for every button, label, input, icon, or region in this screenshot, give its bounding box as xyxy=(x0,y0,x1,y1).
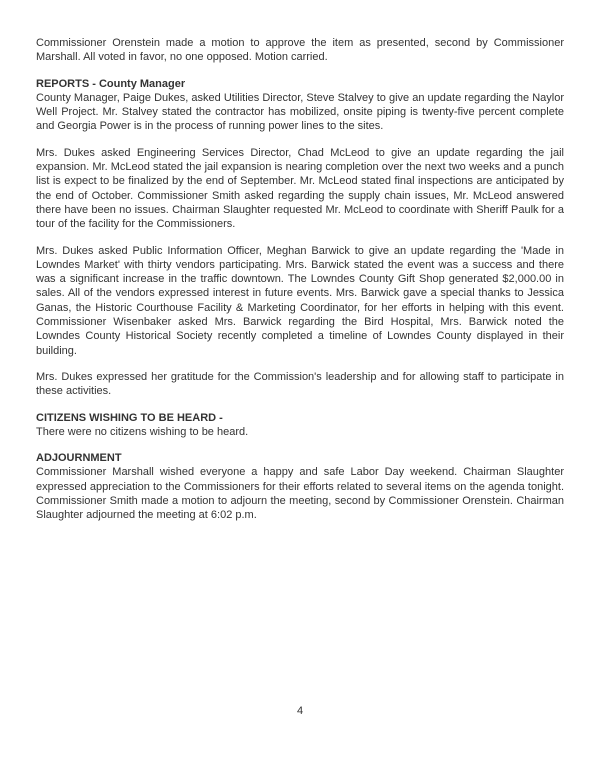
document-section xyxy=(36,77,564,399)
page-footer xyxy=(0,704,600,718)
section-heading: ADJOURNMENT xyxy=(36,452,122,465)
paragraph: Mrs. Dukes expressed her gratitude for the Commission's leadership and for allowing staff to participate in these activities. xyxy=(36,370,564,398)
paragraph: County Manager, Paige Dukes, asked Utilities Director, Steve Stalvey to give an update regarding the Naylor Well Project. Mr. Stalvey stated the contractor has mobilized, onsite piping is twenty-five percent complete and Georgia Power is in the process of running power lines to the sites. xyxy=(36,91,564,133)
paragraph: Mrs. Dukes asked Engineering Services Director, Chad McLeod to give an update regarding the jail expansion. Mr. McLeod stated the jail expansion is nearing completion over the next two weeks and a punch list is expect to be finalized by the end of September. Mr. McLeod stated final inspections are anticipated by the end of October. Commissioner Smith asked regarding the supply chain issues, Mr. McLeod answered there have been no issues. Chairman Slaughter requested Mr. McLeod to coordinate with Sheriff Paulk for a tour of the facility for the Commissioners. xyxy=(36,146,564,231)
paragraph: Commissioner Orenstein made a motion to approve the item as presented, second by Commissioner Marshall. All voted in favor, no one opposed. Motion carried. xyxy=(36,37,564,64)
document-section xyxy=(36,36,564,65)
document-section xyxy=(36,451,564,522)
paragraph: Mrs. Dukes asked Public Information Officer, Meghan Barwick to give an update regarding the 'Made in Lowndes Market' with thirty vendors participating. Mrs. Barwick stated the event was a success and there was a significant increase in the traffic downtown. The Lowndes County Gift Shop generated $2,000.00 in sales. All of the vendors expressed interest in future events. Mrs. Barwick gave a special thanks to Jessica Ganas, the Historic Courthouse Facility & Marketing Coordinator, for her efforts in helping with this event. Commissioner Wisenbaker asked Mrs. Barwick regarding the Bird Hospital, Mrs. Barwick noted the Lowndes County Historical Society recently completed a timeline of Lowndes County displayed in their building. xyxy=(36,244,564,357)
section-heading: CITIZENS WISHING TO BE HEARD - xyxy=(36,411,223,424)
paragraph: Commissioner Marshall wished everyone a happy and safe Labor Day weekend. Chairman Slaughter expressed appreciation to the Commissioners for their efforts related to several items on the agenda tonight. Commissioner Smith made a motion to adjourn the meeting, second by Commissioner Orenstein. Chairman Slaughter adjourned the meeting at 6:02 p.m. xyxy=(36,466,564,522)
document-section xyxy=(36,411,564,440)
paragraph: There were no citizens wishing to be heard. xyxy=(36,425,249,438)
section-heading: REPORTS - County Manager xyxy=(36,77,186,90)
page-number: 4 xyxy=(296,705,304,717)
